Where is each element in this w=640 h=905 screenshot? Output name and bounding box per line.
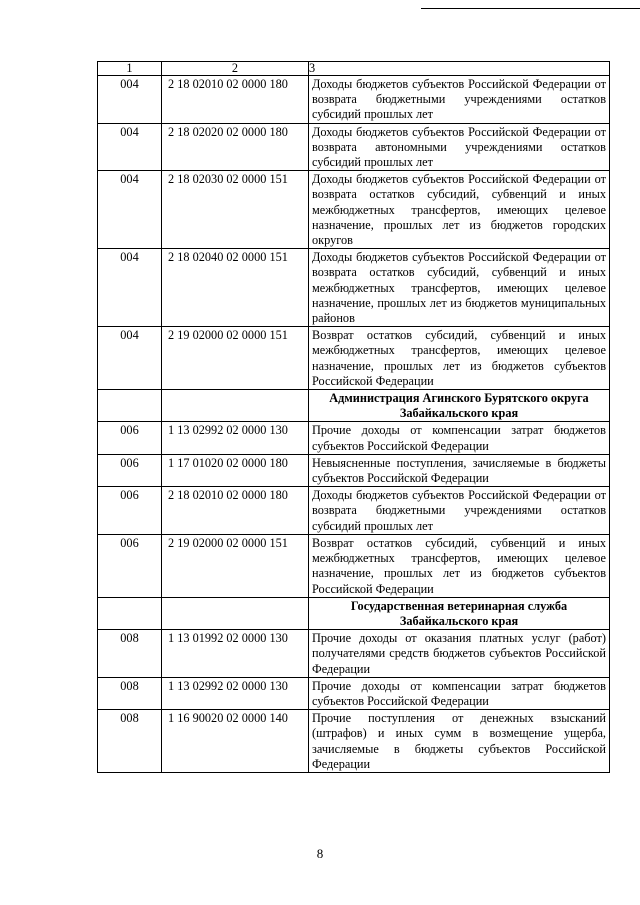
- column-number-2: 2: [162, 62, 309, 76]
- table-row: [98, 123, 610, 171]
- table-row: [98, 249, 610, 327]
- kbk-code-cell: 2 18 02020 02 0000 180: [162, 123, 309, 171]
- revenue-name-cell: Прочие доходы от компенсации затрат бюджетов субъектов Российской Федерации: [309, 677, 610, 709]
- table-body: [98, 62, 610, 773]
- column-number-1: 1: [98, 62, 162, 76]
- revenue-name-cell: Прочие поступления от денежных взысканий (штрафов) и иных сумм в возмещение ущерба, зачисляемые в бюджеты субъектов Российской Федерации: [309, 710, 610, 773]
- admin-code-cell: 006: [98, 454, 162, 486]
- admin-code-cell: 004: [98, 249, 162, 327]
- revenue-name-cell: Возврат остатков субсидий, субвенций и иных межбюджетных трансфертов, имеющих целевое назначение, прошлых лет из бюджетов субъектов Российской Федерации: [309, 327, 610, 390]
- table-row: [98, 422, 610, 454]
- admin-code-cell: 004: [98, 171, 162, 249]
- kbk-code-cell: 1 16 90020 02 0000 140: [162, 710, 309, 773]
- kbk-code-cell: 2 18 02030 02 0000 151: [162, 171, 309, 249]
- section-header-row: [98, 597, 610, 629]
- section-header-row: [98, 390, 610, 422]
- table-row: [98, 630, 610, 678]
- revenue-name-cell: Доходы бюджетов субъектов Российской Федерации от возврата бюджетными учреждениями остатков субсидий прошлых лет: [309, 76, 610, 124]
- admin-code-cell: 008: [98, 710, 162, 773]
- kbk-code-cell: 1 13 02992 02 0000 130: [162, 422, 309, 454]
- revenue-name-cell: Возврат остатков субсидий, субвенций и иных межбюджетных трансфертов, имеющих целевое назначение, прошлых лет из бюджетов субъектов Российской Федерации: [309, 534, 610, 597]
- page-number: 8: [316, 846, 324, 861]
- table-row: [98, 487, 610, 535]
- empty-cell: [162, 390, 309, 422]
- section-title: Администрация Агинского Бурятского округа Забайкальского края: [309, 390, 610, 422]
- table-row: [98, 710, 610, 773]
- kbk-code-cell: 2 19 02000 02 0000 151: [162, 327, 309, 390]
- revenue-name-cell: Прочие доходы от оказания платных услуг (работ) получателями средств бюджетов субъектов Российской Федерации: [309, 630, 610, 678]
- empty-cell: [98, 597, 162, 629]
- admin-code-cell: 006: [98, 534, 162, 597]
- revenue-name-cell: Доходы бюджетов субъектов Российской Федерации от возврата остатков субсидий, субвенций и иных межбюджетных трансфертов, имеющих целевое назначение, прошлых лет из бюджетов городских округов: [309, 171, 610, 249]
- admin-code-cell: 006: [98, 487, 162, 535]
- revenue-name-cell: Доходы бюджетов субъектов Российской Федерации от возврата бюджетными учреждениями остатков субсидий прошлых лет: [309, 487, 610, 535]
- column-number-row: [98, 62, 610, 76]
- table-row: [98, 76, 610, 124]
- section-title: Государственная ветеринарная служба Забайкальского края: [309, 597, 610, 629]
- kbk-code-cell: 1 17 01020 02 0000 180: [162, 454, 309, 486]
- table-row: [98, 454, 610, 486]
- kbk-code-cell: 1 13 01992 02 0000 130: [162, 630, 309, 678]
- revenue-name-cell: Прочие доходы от компенсации затрат бюджетов субъектов Российской Федерации: [309, 422, 610, 454]
- revenue-name-cell: Доходы бюджетов субъектов Российской Федерации от возврата автономными учреждениями остатков субсидий прошлых лет: [309, 123, 610, 171]
- table-row: [98, 677, 610, 709]
- revenue-codes-table: [97, 61, 610, 773]
- column-number-3: 3: [309, 62, 610, 76]
- table-row: [98, 171, 610, 249]
- table-row: [98, 327, 610, 390]
- admin-code-cell: 004: [98, 76, 162, 124]
- admin-code-cell: 006: [98, 422, 162, 454]
- header-rule: [421, 8, 640, 9]
- revenue-name-cell: Доходы бюджетов субъектов Российской Федерации от возврата остатков субсидий, субвенций и иных межбюджетных трансфертов, имеющих целевое назначение, прошлых лет из бюджетов муниципальных районов: [309, 249, 610, 327]
- admin-code-cell: 004: [98, 327, 162, 390]
- revenue-name-cell: Невыясненные поступления, зачисляемые в бюджеты субъектов Российской Федерации: [309, 454, 610, 486]
- kbk-code-cell: 2 18 02010 02 0000 180: [162, 76, 309, 124]
- kbk-code-cell: 1 13 02992 02 0000 130: [162, 677, 309, 709]
- admin-code-cell: 008: [98, 630, 162, 678]
- admin-code-cell: 004: [98, 123, 162, 171]
- kbk-code-cell: 2 19 02000 02 0000 151: [162, 534, 309, 597]
- table-row: [98, 534, 610, 597]
- kbk-code-cell: 2 18 02040 02 0000 151: [162, 249, 309, 327]
- admin-code-cell: 008: [98, 677, 162, 709]
- empty-cell: [98, 390, 162, 422]
- kbk-code-cell: 2 18 02010 02 0000 180: [162, 487, 309, 535]
- empty-cell: [162, 597, 309, 629]
